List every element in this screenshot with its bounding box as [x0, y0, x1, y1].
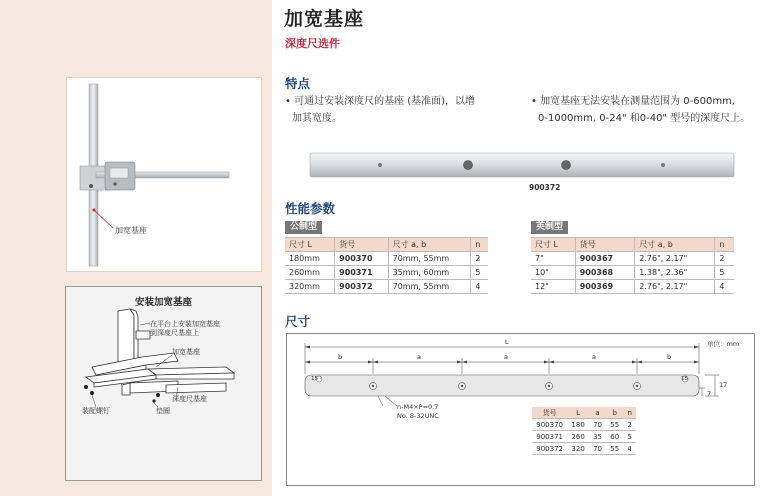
cell: 2.76", 2.17" — [635, 252, 715, 266]
col-header: 货号 — [532, 407, 567, 419]
col-header: 尺寸 a, b — [388, 238, 471, 252]
metric-table — [285, 237, 488, 294]
feature-bullet-1-line-1: • 可通过安装深度尺的基座 (基准面)，以增 — [285, 96, 476, 107]
feature-bullet-2-line-1: • 加宽基座无法安装在测量范围为 0-600mm, — [531, 96, 735, 107]
thread-note-2: No. 8-32UNC — [397, 412, 439, 420]
dimension-diagram — [287, 334, 754, 485]
illustration-title: 安装加宽基座 — [134, 297, 192, 308]
installation-illustration — [65, 286, 262, 481]
feature-bullet-1 — [285, 93, 475, 127]
product-code: 900372 — [529, 183, 561, 192]
table-row — [531, 280, 734, 294]
dim-a-3: a — [592, 353, 596, 361]
product-photo — [66, 77, 262, 272]
page-title: 加宽基座 — [284, 8, 365, 30]
cell: 70mm, 55mm — [388, 252, 471, 266]
photo-label: 加宽基座 — [115, 226, 147, 235]
specs-title: 性能参数 — [285, 201, 336, 216]
cell: 2 — [623, 419, 636, 431]
cell: 900372 — [532, 443, 567, 455]
base-bar-photo — [308, 151, 736, 181]
dim-a-1: a — [417, 353, 421, 361]
dim-b-left: b — [338, 353, 343, 361]
thread-note-1: n-M4×P=0.7 — [397, 403, 439, 411]
cell: 900370 — [335, 252, 388, 266]
imperial-table — [531, 237, 734, 294]
cell: 4 — [715, 280, 734, 294]
cell: 4 — [471, 280, 488, 294]
illus-label-6: 垫圈 — [156, 407, 170, 415]
dim-a-2: a — [504, 353, 508, 361]
cell: 900372 — [335, 280, 388, 294]
col-header: L — [567, 407, 589, 419]
dim-15-left: 15 — [311, 376, 318, 382]
page-subtitle: 深度尺选件 — [285, 37, 340, 50]
col-header: b — [606, 407, 623, 419]
dim-7: 7 — [707, 390, 712, 398]
dimension-drawing — [286, 333, 755, 486]
cell: 70 — [589, 443, 606, 455]
illus-label-2: 到深度尺基座上 — [150, 329, 199, 337]
illus-label-4: 深度尺基座 — [172, 395, 207, 403]
cell: 70 — [589, 419, 606, 431]
sidebar — [0, 0, 272, 496]
cell: 5 — [715, 266, 734, 280]
table-row — [531, 266, 734, 280]
col-header: n — [715, 238, 734, 252]
cell: 7" — [531, 252, 575, 266]
col-header: 尺寸 L — [285, 238, 335, 252]
table-header-row — [285, 238, 488, 252]
cell: 320 — [567, 443, 589, 455]
cell: 2 — [471, 252, 488, 266]
imperial-label: 英制型 — [531, 221, 568, 234]
feature-bullet-1-line-2: 加其宽度。 — [292, 113, 342, 124]
col-header: 货号 — [335, 238, 388, 252]
cell: 2.76", 2.17" — [635, 280, 715, 294]
illus-label-3: 加宽基座 — [172, 348, 200, 356]
col-header: n — [623, 407, 636, 419]
cell: 2 — [715, 252, 734, 266]
cell: 260 — [567, 431, 589, 443]
col-header: 尺寸 a, b — [635, 238, 715, 252]
col-header: 货号 — [575, 238, 635, 252]
feature-bullet-2-line-2: 0-1000mm, 0-24" 和0-40" 型号的深度尺上。 — [538, 113, 751, 124]
illus-label-5: 装配螺钉 — [82, 407, 110, 415]
cell: 900371 — [335, 266, 388, 280]
table-header-row — [531, 238, 734, 252]
col-header: n — [471, 238, 488, 252]
installation-drawing — [66, 287, 261, 480]
dimension-table — [532, 407, 636, 455]
unit-label: 单位：mm — [707, 340, 740, 348]
cell: 55 — [606, 443, 623, 455]
dim-b-right: b — [667, 353, 672, 361]
col-header: a — [589, 407, 606, 419]
cell: 5 — [623, 431, 636, 443]
cell: 260mm — [285, 266, 335, 280]
table-row — [532, 419, 636, 431]
cell: 900371 — [532, 431, 567, 443]
dim-17: 17 — [719, 381, 728, 389]
table-row — [285, 252, 488, 266]
cell: 35 — [589, 431, 606, 443]
cell: 5 — [471, 266, 488, 280]
cell: 900368 — [575, 266, 635, 280]
cell: 320mm — [285, 280, 335, 294]
cell: 4 — [623, 443, 636, 455]
features-title: 特点 — [285, 76, 311, 91]
cell: 60 — [606, 431, 623, 443]
table-row — [532, 443, 636, 455]
metric-label: 公制型 — [285, 221, 322, 234]
cell: 180mm — [285, 252, 335, 266]
table-row — [285, 280, 488, 294]
table-row — [531, 252, 734, 266]
illus-label-1: 在平台上安装加宽基座 — [150, 320, 220, 328]
cell: 900370 — [532, 419, 567, 431]
cell: 35mm, 60mm — [388, 266, 471, 280]
col-header: 尺寸 L — [531, 238, 575, 252]
cell: 180 — [567, 419, 589, 431]
cell: 900367 — [575, 252, 635, 266]
cell: 10" — [531, 266, 575, 280]
dim-15-right: 15 — [681, 376, 688, 382]
cell: 55 — [606, 419, 623, 431]
depth-gauge-photo — [67, 78, 261, 271]
cell: 70mm, 55mm — [388, 280, 471, 294]
dim-L: L — [505, 338, 509, 346]
dimensions-title: 尺寸 — [285, 314, 311, 329]
table-row — [285, 266, 488, 280]
cell: 12" — [531, 280, 575, 294]
table-header-row — [532, 407, 636, 419]
table-row — [532, 431, 636, 443]
cell: 1.38", 2.36" — [635, 266, 715, 280]
feature-bullet-2 — [531, 93, 750, 127]
cell: 900369 — [575, 280, 635, 294]
